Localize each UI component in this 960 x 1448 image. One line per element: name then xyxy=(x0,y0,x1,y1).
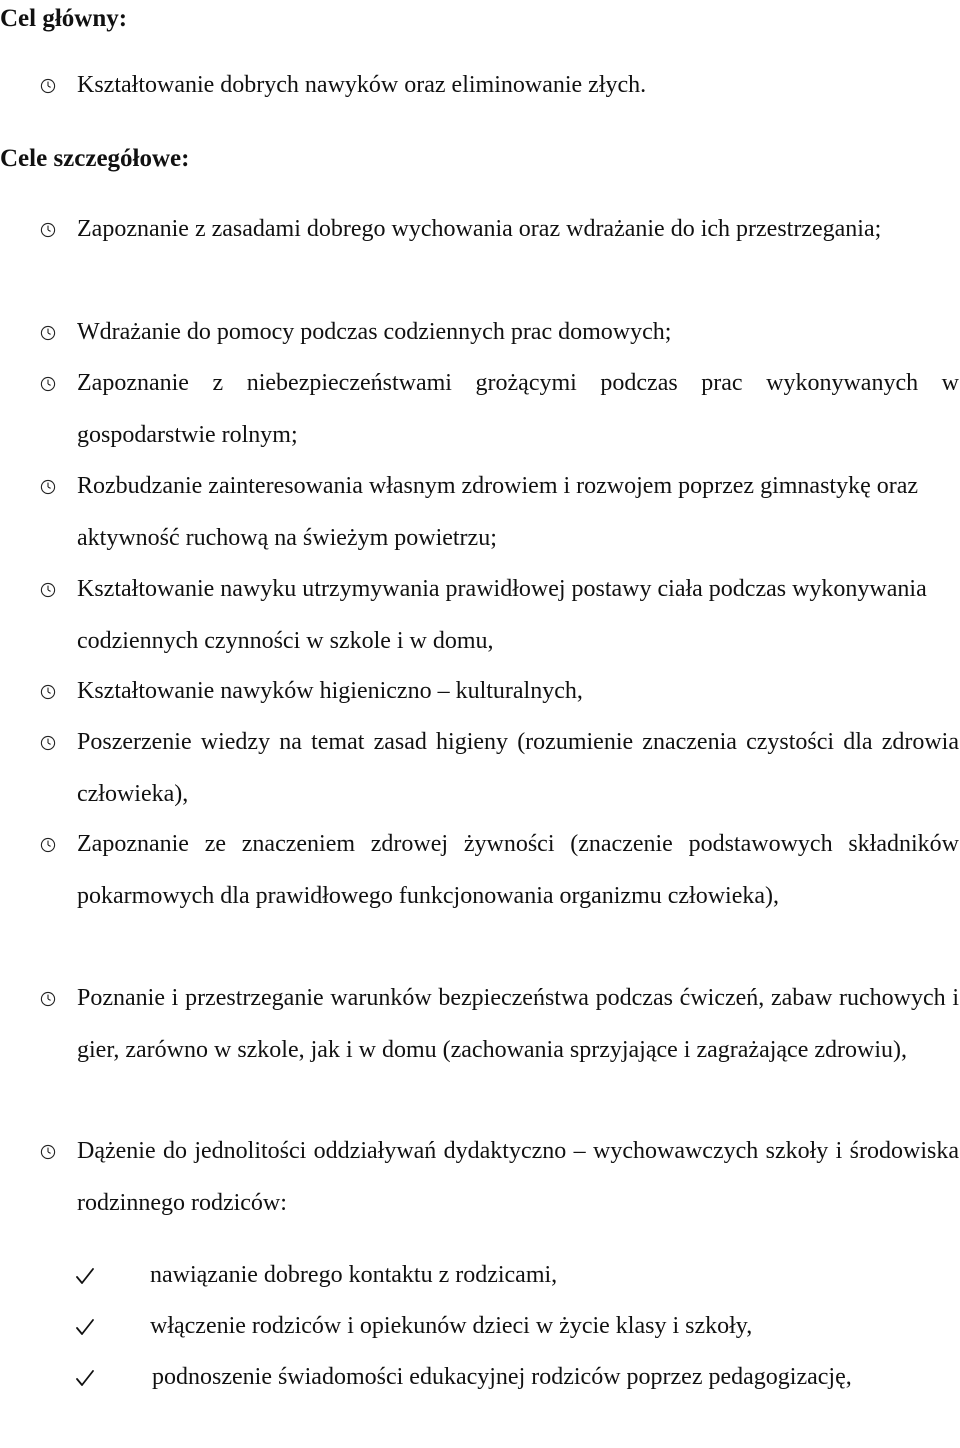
goal-text: Kształtowanie dobrych nawyków oraz eliminowanie złych. xyxy=(77,72,647,98)
clock-icon xyxy=(40,78,56,94)
goal-text: Rozbudzanie zainteresowania własnym zdrowiem i rozwojem poprzez gimnastykę oraz aktywność ruchową na świeżym powietrzu; xyxy=(77,473,919,551)
sub-item-text: nawiązanie dobrego kontaktu z rodzicami, xyxy=(150,1262,558,1288)
check-icon xyxy=(75,1266,95,1286)
check-icon xyxy=(75,1368,95,1388)
goal-text: Dążenie do jednolitości oddziaływań dydaktyczno – wychowawczych szkoły i środowiska rodzinnego rodziców: xyxy=(77,1138,959,1216)
clock-icon xyxy=(40,222,56,238)
clock-icon xyxy=(40,325,56,341)
clock-icon xyxy=(40,479,56,495)
goal-text: Wdrażanie do pomocy podczas codziennych prac domowych; xyxy=(77,319,672,345)
check-icon xyxy=(75,1317,95,1337)
goal-text: Zapoznanie z zasadami dobrego wychowania oraz wdrażanie do ich przestrzegania; xyxy=(77,216,882,242)
specific-goals-heading: Cele szczegółowe: xyxy=(0,145,190,172)
clock-icon xyxy=(40,376,56,392)
goal-text: Poszerzenie wiedzy na temat zasad higieny (rozumienie znaczenia czystości dla zdrowia człowieka), xyxy=(77,729,959,807)
goal-text: Kształtowanie nawyków higieniczno – kulturalnych, xyxy=(77,678,583,704)
clock-icon xyxy=(40,1144,56,1160)
clock-icon xyxy=(40,991,56,1007)
goal-text: Zapoznanie z niebezpieczeństwami grożącymi podczas prac wykonywanych w gospodarstwie rolnym; xyxy=(77,370,959,448)
clock-icon xyxy=(40,684,56,700)
clock-icon xyxy=(40,735,56,751)
clock-icon xyxy=(40,837,56,853)
clock-icon xyxy=(40,582,56,598)
main-goal-heading: Cel główny: xyxy=(0,5,128,32)
goal-text: Zapoznanie ze znaczeniem zdrowej żywności (znaczenie podstawowych składników pokarmowych dla prawidłowego funkcjonowania organizmu człowieka), xyxy=(77,831,959,909)
sub-item-text: włączenie rodziców i opiekunów dzieci w życie klasy i szkoły, xyxy=(150,1313,753,1339)
goal-text: Poznanie i przestrzeganie warunków bezpieczeństwa podczas ćwiczeń, zabaw ruchowych i gier, zarówno w szkole, jak i w domu (zachowania sprzyjające i zagrażające zdrowiu), xyxy=(77,985,959,1063)
goal-text: Kształtowanie nawyku utrzymywania prawidłowej postawy ciała podczas wykonywania codziennych czynności w szkole i w domu, xyxy=(77,576,927,654)
sub-item-text: podnoszenie świadomości edukacyjnej rodziców poprzez pedagogizację, xyxy=(152,1364,852,1390)
